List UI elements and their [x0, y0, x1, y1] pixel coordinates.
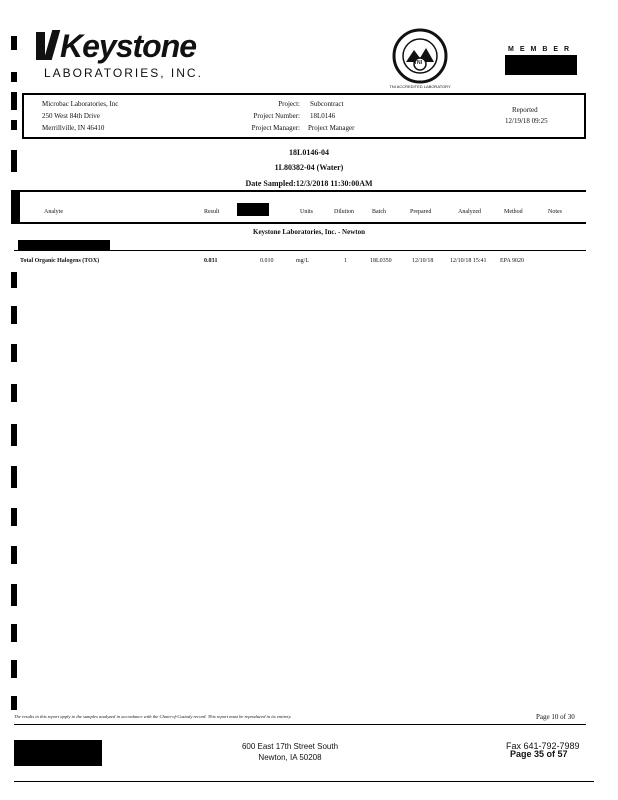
cell-analyzed: 12/10/18 15:41 [450, 258, 487, 264]
project-label: Project: [278, 100, 300, 108]
table-header-rule-top [14, 190, 586, 192]
table-header-rule-bottom [14, 222, 586, 224]
footer-address-line2: Newton, IA 50208 [258, 753, 322, 762]
col-header-notes: Notes [548, 209, 562, 215]
col-header-prepared: Prepared [410, 209, 432, 215]
col-header-dilution: Dilution [334, 209, 355, 215]
client-name: Microbac Laboratories, Inc [42, 100, 119, 108]
lab-section-title: Keystone Laboratories, Inc. - Newton [253, 228, 365, 236]
cell-dilution: 1 [344, 258, 347, 264]
col-header-analyte: Analyte [44, 209, 63, 215]
col-header-result: Result [204, 209, 220, 215]
footer-fax: Fax 641-792-7989 [506, 741, 580, 751]
project-value: Subcontract [310, 100, 344, 108]
accreditation-seal [389, 28, 451, 89]
logo-subtitle: LABORATORIES, INC. [44, 66, 203, 80]
footer-rule [14, 724, 586, 725]
section-label-redacted [18, 240, 110, 250]
cell-units: mg/L [296, 258, 309, 264]
member-label: MEMBER [508, 46, 576, 53]
sample-lab-id: 1L80382-04 (Water) [274, 163, 344, 172]
cell-rl: 0.010 [260, 258, 274, 264]
col-header-batch: Batch [372, 209, 386, 215]
logo-wordmark: Keystone [60, 28, 197, 64]
project-manager-label: Project Manager: [251, 124, 300, 132]
project-number-label: Project Number: [253, 112, 300, 120]
client-address-line2: Merrillville, IN 46410 [42, 124, 105, 132]
member-logo-redacted [505, 55, 577, 75]
date-sampled: Date Sampled:12/3/2018 11:30:00AM [245, 179, 373, 188]
seal-ring-text: TNI ACCREDITED LABORATORY [389, 84, 451, 89]
logo-mark-slash [44, 30, 61, 60]
seal-badge-text: TNI [414, 60, 423, 66]
col-header-method: Method [504, 209, 523, 215]
col-header-analyzed: Analyzed [458, 209, 481, 215]
footer-bottom-rule [14, 781, 594, 782]
client-address-line1: 250 West 84th Drive [42, 112, 100, 120]
reported-value: 12/19/18 09:25 [505, 117, 548, 125]
cell-batch: 18L0350 [370, 258, 392, 264]
company-logo [30, 26, 220, 84]
col-header-rl-redacted [237, 203, 269, 216]
project-manager-value: Project Manager [308, 124, 355, 132]
cell-result: 0.031 [204, 258, 218, 264]
cell-method: EPA 9020 [500, 258, 524, 264]
cell-prepared: 12/10/18 [412, 258, 434, 264]
report-page-number: Page 10 of 30 [536, 713, 575, 721]
col-header-units: Units [300, 209, 314, 215]
table-header-bar-left [11, 190, 20, 224]
project-number-value: 18L0146 [310, 112, 336, 120]
cell-analyte: Total Organic Halogens (TOX) [20, 258, 100, 264]
footer-address-line1: 600 East 17th Street South [241, 742, 339, 751]
sample-id: 18L0146-04 [289, 148, 329, 157]
reported-label: Reported [512, 106, 538, 114]
footer-disclaimer: The results in this report apply to the samples analyzed in accordance with the Chain-of-Custody record. This report must be reproduced in its entirety. [14, 714, 292, 719]
overall-page-number: Page 35 of 57 [510, 749, 568, 759]
section-rule [14, 250, 586, 251]
